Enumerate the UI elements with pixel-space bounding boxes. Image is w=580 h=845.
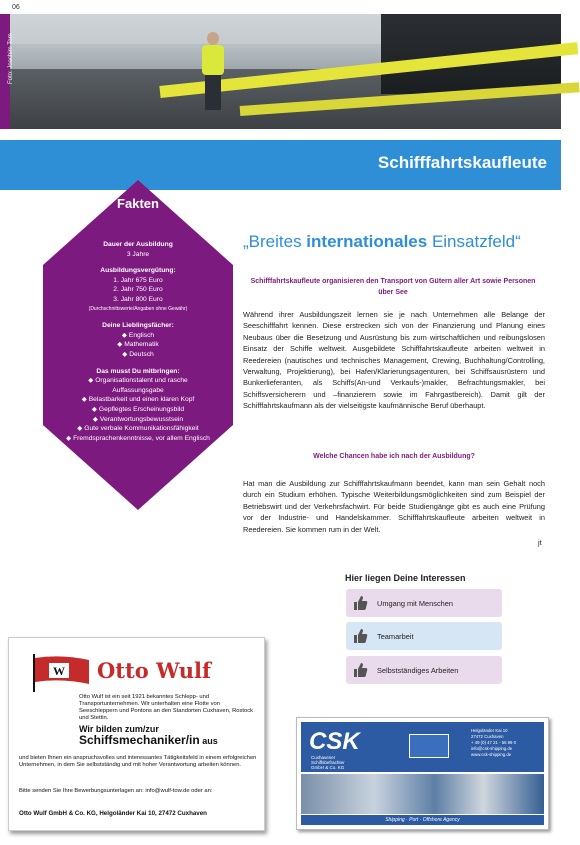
paragraph-1: Während ihrer Ausbildungszeit lernen sie je nach Unternehmen alle Belange der Seeschifffahrt kennen. Diese erstrecken sich von der Finanzierung und Planung eines Neubaus über die Besetzung und Ausrüstung bis zum wirtschaftlichen und reibungslosen Einsatz der Schiffe weltweit. Ausgebildete Schifffahrtskaufleute arbeiten weltweit in Reedereien (nautisches und technisches Management, Crewing, Buchhaltung/Controlling, Verwaltung, Projektierung), bei Hafen/Klarierungsagenturen, bei Schiffsausrüstern und Bunkerlieferanten, als Schiffs(An-und Verkaufs-)makler, Befrachtungsmakler, bei Schiffsversicherern und –finanzierern sowie im Fahrgastbereich). Damit gilt der Schifffahrtskaufmann als der vielseitigste kaufmännische Beruf überhaupt.: [243, 310, 545, 411]
otto-job: Schiffsmechaniker/in aus: [79, 733, 218, 747]
verguetung-3: 3. Jahr 800 Euro: [113, 295, 163, 303]
thumbs-up-icon: [352, 662, 368, 678]
fach-item: ◆ Deutsch: [122, 350, 154, 358]
csk-brand: CSK: [309, 728, 360, 755]
dauer-label: Dauer der Ausbildung: [103, 241, 173, 248]
otto-apply: Bitte senden Sie Ihre Bewerbungsunterlagen an: info@wulf-tow.de oder an:: [19, 788, 213, 794]
verguetung-label: Ausbildungsvergütung:: [100, 267, 176, 275]
interest-label: Selbstständiges Arbeiten: [377, 665, 459, 675]
verguetung-1: 1. Jahr 675 Euro: [113, 276, 163, 284]
mitbringen-item: ◆ Gute verbale Kommunikationsfähigkeit: [77, 425, 199, 433]
section-title: Schifffahrtskaufleute: [377, 153, 547, 172]
mitbringen-label: Das musst Du mitbringen:: [96, 367, 180, 375]
otto-bilden: Wir bilden zum/zur: [79, 724, 159, 734]
article-subhead: Schifffahrtskaufleute organisieren den Transport von Gütern aller Art sowie Personen über See: [250, 278, 536, 296]
fach-item: ◆ Englisch: [121, 331, 155, 339]
otto-wulf-brand: Otto Wulf: [97, 658, 212, 683]
otto-wulf-ad[interactable]: [8, 637, 265, 831]
article-headline: „Breites internationales Einsatzfeld“: [243, 232, 521, 251]
mitbringen-item: ◆ Verantwortungsbewusstsein: [92, 415, 184, 423]
photo-credit: Foto: Joachim Tom: [8, 33, 14, 84]
verguetung-2: 2. Jahr 750 Euro: [113, 286, 163, 294]
interest-item: [346, 589, 502, 617]
fakten-title: Fakten: [117, 196, 159, 211]
dauer-value: 3 Jahre: [126, 250, 150, 258]
csk-ship-logo-icon: [409, 734, 449, 758]
thumbs-up-icon: [352, 595, 368, 611]
otto-intro: Otto Wulf ist ein seit 1921 bekanntes Schlepp- und Transportunternehmen. Wir unterhalten eine Flotte von Seeschleppern und Pontons an den Standorten Cuxhaven, Rostock und Stettin.: [79, 694, 254, 721]
interest-label: Umgang mit Menschen: [377, 598, 453, 608]
interest-item: [346, 656, 502, 684]
csk-ad[interactable]: [296, 717, 549, 830]
faecher-label: Deine Lieblingsfächer:: [102, 322, 174, 330]
csk-subtitle: Cuxhavener Schiffsbefrachter GmbH & Co. KG: [311, 755, 345, 770]
mitbringen-item: ◆ Organisationstalent und rasche Auffassungsgabe: [88, 377, 188, 394]
fach-item: ◆ Mathematik: [117, 341, 159, 349]
verguetung-note: (Durchschnittswerte/Angaben ohne Gewähr): [88, 305, 188, 312]
csk-header: [301, 722, 544, 772]
worker-figure: [200, 32, 226, 112]
interest-label: Teamarbeit: [377, 631, 414, 641]
otto-address: Otto Wulf GmbH & Co. KG, Helgoländer Kai 10, 27472 Cuxhaven: [19, 810, 207, 817]
interests-title: Hier liegen Deine Interessen: [345, 573, 466, 583]
interest-item: [346, 622, 502, 650]
paragraph-2: Hat man die Ausbildung zur Schifffahrtskaufmann beendet, kann man sein Gehalt noch durch ein Studium erhöhen. Typische Weiterbildungsmöglichkeiten sind zum Beispiel der Betriebswirt und der Verkehrsfachwirt. Für beide Studiengänge gibt es auch eine Prüfung vor der Industrie- und Handelskammer. Schifffahrtskaufleute arbeiten weltweit in Reedereien. Sie kommen rum in der Welt.: [243, 479, 545, 534]
flag-logo-icon: [31, 654, 91, 692]
author-initials: jt: [538, 538, 542, 547]
csk-photo-strip: [301, 774, 544, 814]
thumbs-up-icon: [352, 628, 368, 644]
header-photo: [10, 14, 561, 129]
mitbringen-item: ◆ Belastbarkeit und einen klaren Kopf: [81, 396, 195, 404]
page-number: 06: [12, 4, 20, 11]
mitbringen-item: ◆ Fremdsprachenkenntnisse, vor allem Englisch: [66, 434, 210, 442]
csk-tagline: Shipping · Port · Offshore Agency: [301, 815, 544, 825]
mitbringen-item: ◆ Gepflegtes Erscheinungsbild: [91, 405, 185, 413]
otto-body: und bieten Ihnen ein anspruchsvolles und interessantes Tätigkeitsfeld in einem erfolgreichen Unternehmen, in dem Sie selbstständig und mit hoher Verantwortung arbeiten können.: [19, 755, 257, 768]
question-heading: Welche Chancen habe ich nach der Ausbildung?: [313, 453, 475, 460]
svg-text:W: W: [53, 664, 65, 678]
csk-address: Helgoländer Kai 10 27472 Cuxhaven + 49 (0) 47 21 - 56 99 0 info@csk-shipping.de www.csk-shipping.de: [471, 728, 517, 757]
fakten-body: [63, 240, 213, 443]
